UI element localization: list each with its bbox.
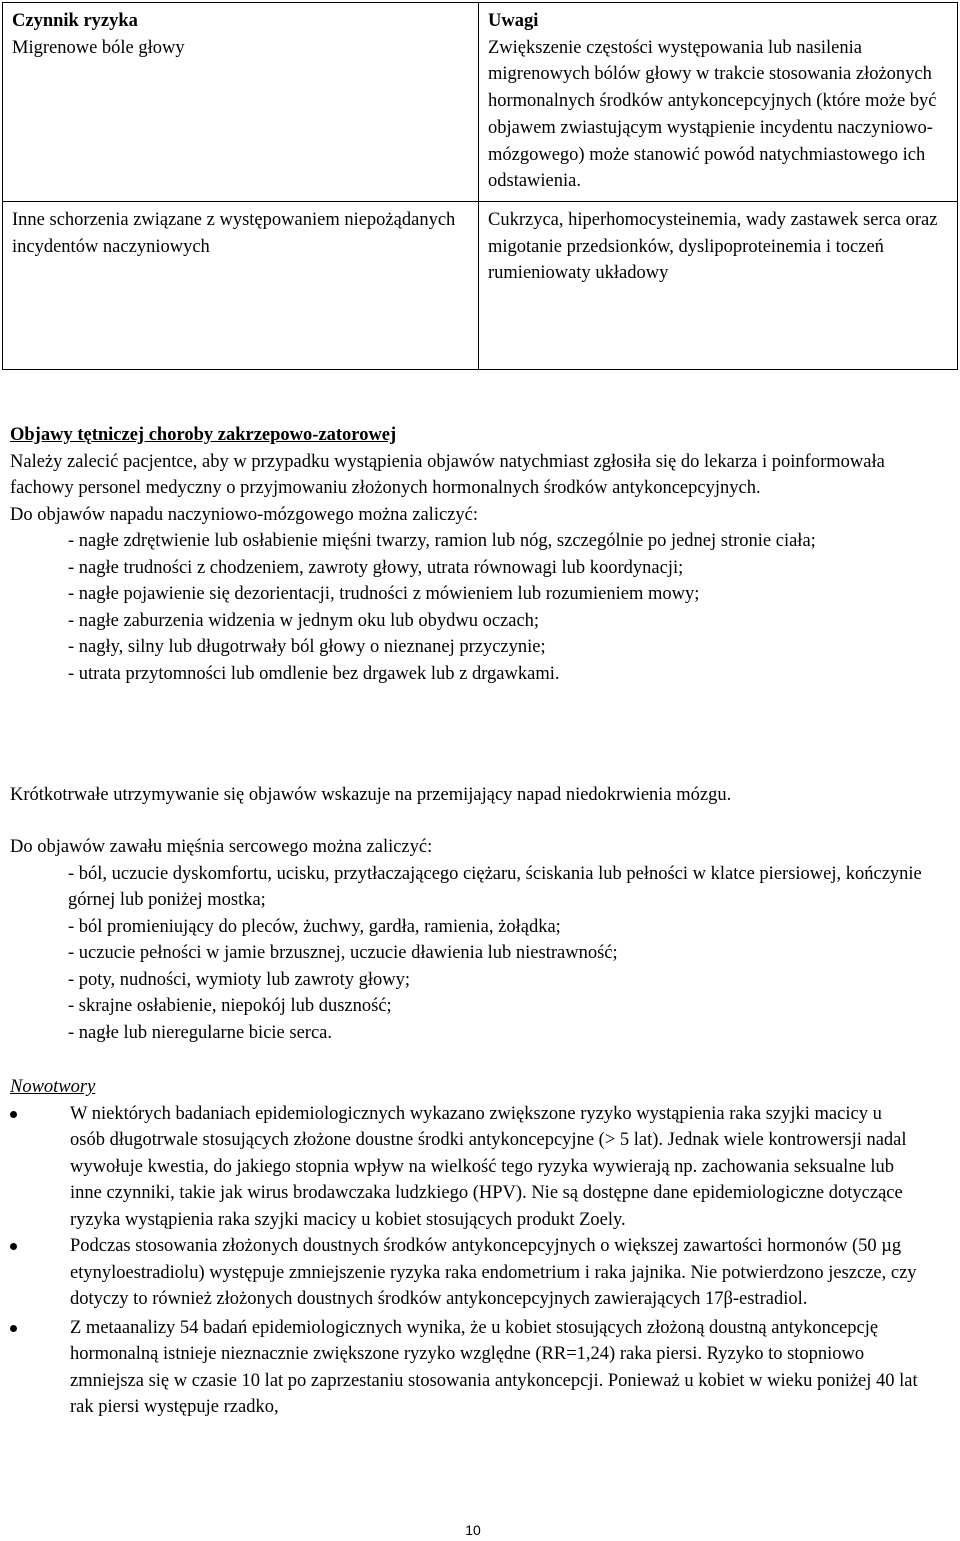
- bullet-icon: [10, 1243, 17, 1250]
- table-cell-factor: [3, 3, 479, 202]
- column-header-factor: Czynnik ryzyka: [12, 11, 138, 31]
- tia-note: [10, 782, 940, 809]
- arterial-intro: Należy zalecić pacjentce, aby w przypadku wystąpienia objawów natychmiast zgłosiła się do lekarza i poinformowała fachowy personel medyczny o przyjmowaniu złożonych hormonalnych środków antykoncepcyjnych.: [10, 451, 885, 498]
- tumor-bullet-text: Z metaanalizy 54 badań epidemiologicznych wynika, że u kobiet stosujących złożoną doustną antykoncepcję hormonalną istnieje nieznacznie zwiększone ryzyko względne (RR=1,24) raka piersi. Ryzyko to stopniowo zmniejsza się w czasie 10 lat po zaprzestaniu stosowania antykoncepcji. Ponieważ u kobiet w wieku poniżej 40 lat rak piersi występuje rzadko,: [70, 1317, 918, 1417]
- mi-symptom-list: [10, 861, 940, 1047]
- list-item: [10, 1101, 920, 1234]
- mi-intro: Do objawów zawału mięśnia sercowego można zaliczyć:: [10, 837, 433, 857]
- note-migraine: Zwiększenie częstości występowania lub nasilenia migrenowych bólów głowy w trakcie stosowania złożonych hormonalnych środków antykoncepcyjnych (które może być objawem zwiastującym wystąpienie incydentu naczyniowo-mózgowego) może stanowić powód natychmiastowego ich odstawienia.: [488, 37, 937, 192]
- list-item: - skrajne osłabienie, niepokój lub duszność;: [68, 996, 392, 1016]
- stroke-intro: Do objawów napadu naczyniowo-mózgowego można zaliczyć:: [10, 504, 478, 525]
- table-row: [3, 201, 958, 369]
- tumors-title: Nowotwory: [10, 1077, 96, 1097]
- column-header-notes: Uwagi: [488, 11, 539, 31]
- mi-section: [10, 834, 940, 1046]
- list-item: [10, 1315, 920, 1421]
- list-item: - poty, nudności, wymioty lub zawroty głowy;: [68, 969, 411, 990]
- page-number: 10: [465, 1522, 481, 1538]
- list-item: - uczucie pełności w jamie brzusznej, uczucie dławienia lub niestrawność;: [68, 943, 618, 963]
- table-cell-factor: [3, 201, 479, 369]
- factor-other-conditions: Inne schorzenia związane z występowaniem niepożądanych incydentów naczyniowych: [12, 209, 456, 257]
- table-cell-note: [479, 201, 958, 369]
- tia-note-text: Krótkotrwałe utrzymywanie się objawów wskazuje na przemijający napad niedokrwienia mózgu.: [10, 785, 732, 805]
- list-item: - nagłe lub nieregularne bicie serca.: [68, 1022, 333, 1043]
- list-item: - nagłe zdrętwienie lub osłabienie mięśni twarzy, ramion lub nóg, szczególnie po jednej stronie ciała;: [68, 531, 816, 551]
- list-item: [10, 1233, 920, 1313]
- tumor-bullet-text: Podczas stosowania złożonych doustnych środków antykoncepcyjnych o większej zawartości hormonów (50 µg etynyloestradiolu) występuje zmniejszenie ryzyka raka endometrium i raka jajnika. Nie potwierdzono jeszcze, czy dotyczy to również złożonych doustnych środków antykoncepcyjnych zawierających 17β-estradiol.: [70, 1236, 917, 1309]
- tumors-section: [10, 1074, 920, 1421]
- stroke-symptom-list: [10, 528, 940, 687]
- bullet-icon: [10, 1325, 17, 1332]
- list-item: - ból, uczucie dyskomfortu, ucisku, przytłaczającego ciężaru, ściskania lub pełności w klatce piersiowej, kończynie górnej lub poniżej mostka;: [68, 863, 922, 910]
- table-row: [3, 3, 958, 202]
- arterial-section: [10, 422, 940, 687]
- list-item: - ból promieniujący do pleców, żuchwy, gardła, ramienia, żołądka;: [68, 916, 561, 937]
- table-cell-note: [479, 3, 958, 202]
- list-item: - nagłe trudności z chodzeniem, zawroty głowy, utrata równowagi lub koordynacji;: [68, 557, 684, 578]
- list-item: - nagłe pojawienie się dezorientacji, trudności z mówieniem lub rozumieniem mowy;: [68, 584, 700, 604]
- factor-migraine: Migrenowe bóle głowy: [12, 37, 185, 58]
- bullet-icon: [10, 1111, 17, 1118]
- arterial-title: Objawy tętniczej choroby zakrzepowo-zatorowej: [10, 425, 397, 445]
- note-other-conditions: Cukrzyca, hiperhomocysteinemia, wady zastawek serca oraz migotanie przedsionków, dyslipoproteinemia i toczeń rumieniowaty układowy: [488, 209, 938, 284]
- list-item: - nagłe zaburzenia widzenia w jednym oku lub obydwu oczach;: [68, 610, 540, 631]
- tumor-bullet-text: W niektórych badaniach epidemiologicznych wykazano zwiększone ryzyko wystąpienia raka szyjki macicy u osób długotrwale stosujących złożone doustne środki antykoncepcyjne (> 5 lat). Jednak wiele kontrowersji nadal wywołuje kwestia, do jakiego stopnia wpływ na wielkość tego ryzyka wywierają np. zachowania seksualne lub inne czynniki, takie jak wirus brodawczaka ludzkiego (HPV). Nie są dostępne dane epidemiologiczne dotyczące ryzyka wystąpienia raka szyjki macicy u kobiet stosujących produkt Zoely.: [70, 1103, 907, 1230]
- list-item: - nagły, silny lub długotrwały ból głowy o nieznanej przyczynie;: [68, 637, 546, 657]
- risk-factor-table: [2, 2, 958, 370]
- list-item: - utrata przytomności lub omdlenie bez drgawek lub z drgawkami.: [68, 663, 560, 684]
